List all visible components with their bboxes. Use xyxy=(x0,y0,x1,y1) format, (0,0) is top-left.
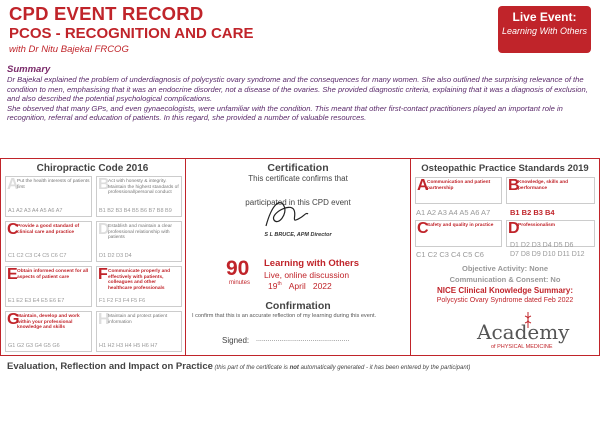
chiro-codes-e: E1 E2 E3 E4 E5 E6 E7 xyxy=(8,298,65,304)
chiro-codes-h: H1 H2 H3 H4 H5 H6 H7 xyxy=(99,343,158,349)
chiro-box-d xyxy=(96,221,182,262)
chiro-letter-f: F xyxy=(98,266,108,283)
cert-line-2: participated in this CPD event xyxy=(245,198,351,207)
academy-name: Academy xyxy=(477,320,570,344)
osteo-desc-c: Safety and quality in practice xyxy=(427,223,494,228)
osteo-codes-a: A1 A2 A3 A4 A5 A6 A7 xyxy=(416,208,491,217)
confirmation-title: Confirmation xyxy=(265,300,331,312)
divider-top xyxy=(0,158,600,159)
record-title: CPD EVENT RECORD xyxy=(9,3,204,24)
osteo-letter-d: D xyxy=(508,220,520,237)
chiro-codes-b: B1 B2 B3 B4 B5 B6 B7 B8 B9 xyxy=(99,208,172,214)
summary-section xyxy=(7,64,594,159)
chiro-letter-d: D xyxy=(98,221,110,238)
chiro-desc-c: Provide a good standard of clinical care and practice xyxy=(17,224,80,235)
osteo-codes-d1: D1 D2 D3 D4 D5 D6 xyxy=(510,242,574,249)
osteo-box-a xyxy=(415,177,502,204)
presenter-name: with Dr Nitu Bajekal FRCOG xyxy=(9,44,129,55)
chiro-letter-g: G xyxy=(7,311,20,328)
divider-mid-right xyxy=(410,158,411,356)
signed-label: Signed: xyxy=(222,336,250,345)
osteo-desc-b: Knowledge, skills and performance xyxy=(518,180,569,191)
chiro-codes-c xyxy=(8,253,66,259)
date-day: 19 xyxy=(268,281,278,291)
badge-subtitle: Learning With Others xyxy=(502,26,587,36)
event-title: PCOS - RECOGNITION AND CARE xyxy=(9,25,254,42)
objective-activity: Objective Activity: None xyxy=(462,264,548,273)
date-month: April xyxy=(288,281,306,291)
chiro-box-b xyxy=(96,176,182,217)
chiro-desc-e: Obtain informed consent for all aspects of patient care xyxy=(17,269,89,280)
signatory-name: S L BRUCE, APM Director xyxy=(264,232,332,238)
chiro-box-h xyxy=(96,311,182,352)
chiro-desc-a: Put the health interests of patients first xyxy=(17,179,90,190)
chiro-codes-c-text: C1 C2 C3 C4 C5 C6 C7 xyxy=(8,253,67,259)
director-signature-icon xyxy=(260,196,312,232)
chiro-codes-d: D1 D2 D3 D4 xyxy=(99,253,132,259)
osteo-title: Osteopathic Practice Standards 2019 xyxy=(421,163,589,174)
minutes-label: minutes xyxy=(229,280,251,286)
osteo-codes-d2: D7 D8 D9 D10 D11 D12 xyxy=(510,251,585,258)
chiro-box-f xyxy=(96,266,182,307)
chiro-desc-h: Maintain and protect patient information xyxy=(108,314,168,325)
chiro-desc-g: Maintain, develop and work within your professional knowledge and skills xyxy=(17,314,80,331)
chiro-box-c xyxy=(5,221,92,262)
divider-left xyxy=(0,158,1,356)
event-type: Learning with Others xyxy=(264,258,360,269)
chiro-codes-g: G1 G2 G3 G4 G5 G6 xyxy=(8,343,60,349)
nice-title: NICE Clinical Knowledge Summary: xyxy=(436,286,574,295)
summary-paragraph-2: She observed that many GPs, and even gynaecologists, were unfamiliar with the condition. This meant that other first-contact practitioners played an important role in recognition, referral and education of patients. In this regard, she provided a number of valuable resources. xyxy=(7,103,563,123)
chiro-box-g xyxy=(5,311,92,352)
date-suffix: th xyxy=(277,281,282,288)
chiro-desc-d: Establish and maintain a clear professional relationship with patients xyxy=(108,224,172,241)
chiro-letter-e: E xyxy=(7,266,18,283)
chiro-letter-c: C xyxy=(7,221,19,238)
osteo-codes-b: B1 B2 B3 B4 xyxy=(510,208,555,217)
summary-heading: Summary xyxy=(7,64,51,75)
cert-line-1: This certificate confirms that xyxy=(248,174,348,183)
signed-line[interactable]: ................................................ xyxy=(256,336,350,343)
evaluation-note xyxy=(213,365,470,371)
event-description: Live, online discussion xyxy=(264,270,350,280)
divider-mid-left xyxy=(185,158,186,356)
osteo-codes-c: C1 C2 C3 C4 C5 C6 xyxy=(416,250,484,259)
badge-title: Live Event: xyxy=(512,10,577,24)
evaluation-heading xyxy=(7,361,470,372)
osteo-letter-a: A xyxy=(417,177,429,194)
chiro-codes-f: F1 F2 F3 F4 F5 F6 xyxy=(99,298,146,304)
chiro-codes-a: A1 A2 A3 A4 A5 A6 A7 xyxy=(8,208,63,214)
event-date xyxy=(268,281,332,291)
osteo-box-b xyxy=(506,177,595,204)
chiro-box-a xyxy=(5,176,92,217)
osteo-letter-c: C xyxy=(417,220,429,237)
evaluation-title: Evaluation, Reflection and Impact on Practice xyxy=(7,361,213,372)
date-year: 2022 xyxy=(312,281,332,291)
chiro-box-e xyxy=(5,266,92,307)
osteo-box-c xyxy=(415,220,502,247)
academy-subtitle: of PHYSICAL MEDICINE xyxy=(491,344,553,350)
note-bold: not xyxy=(289,365,299,371)
chiro-desc-f: Communicate properly and effectively with patients, colleagues and other healthcare professionals xyxy=(108,269,171,291)
chiro-letter-h: H xyxy=(98,311,110,328)
academy-logo xyxy=(473,314,583,354)
divider-bottom xyxy=(0,355,600,356)
note-post: automatically generated - it has been entered by the participant) xyxy=(298,365,471,371)
chiro-desc-b: Act with honesty & integrity. Maintain the highest standards of professional/personal conduct xyxy=(108,179,179,196)
confirmation-text: I confirm that this is an accurate reflection of my learning during this event. xyxy=(192,313,377,319)
certification-title: Certification xyxy=(267,162,329,174)
communication-consent: Communication & Consent: No xyxy=(449,275,561,284)
nice-text: Polycystic Ovary Syndrome dated Feb 2022 xyxy=(436,297,574,304)
minutes-value: 90 xyxy=(226,257,250,280)
chiro-letter-a: A xyxy=(7,176,19,193)
chiro-title: Chiropractic Code 2016 xyxy=(36,163,149,174)
note-pre: (this part of the certificate is xyxy=(212,365,290,371)
osteo-letter-b: B xyxy=(508,177,520,194)
osteo-desc-a: Communication and patient partnership xyxy=(427,180,491,191)
summary-paragraph-1: Dr Bajekal explained the problem of underdiagnosis of polycystic ovary syndrome and the consequences for many women. She also outlined the surprising relevance of the condition to men, emphasising that it was an endocrine disorder, not a disease of the ovaries. She provided diagnostic criteria, explaining that it was a diagnosis of exclusion, and also described the potential psychological complications. xyxy=(7,75,588,104)
live-event-badge xyxy=(498,6,591,53)
chiro-letter-b: B xyxy=(98,176,110,193)
osteo-desc-d: Professionalism xyxy=(518,223,556,228)
